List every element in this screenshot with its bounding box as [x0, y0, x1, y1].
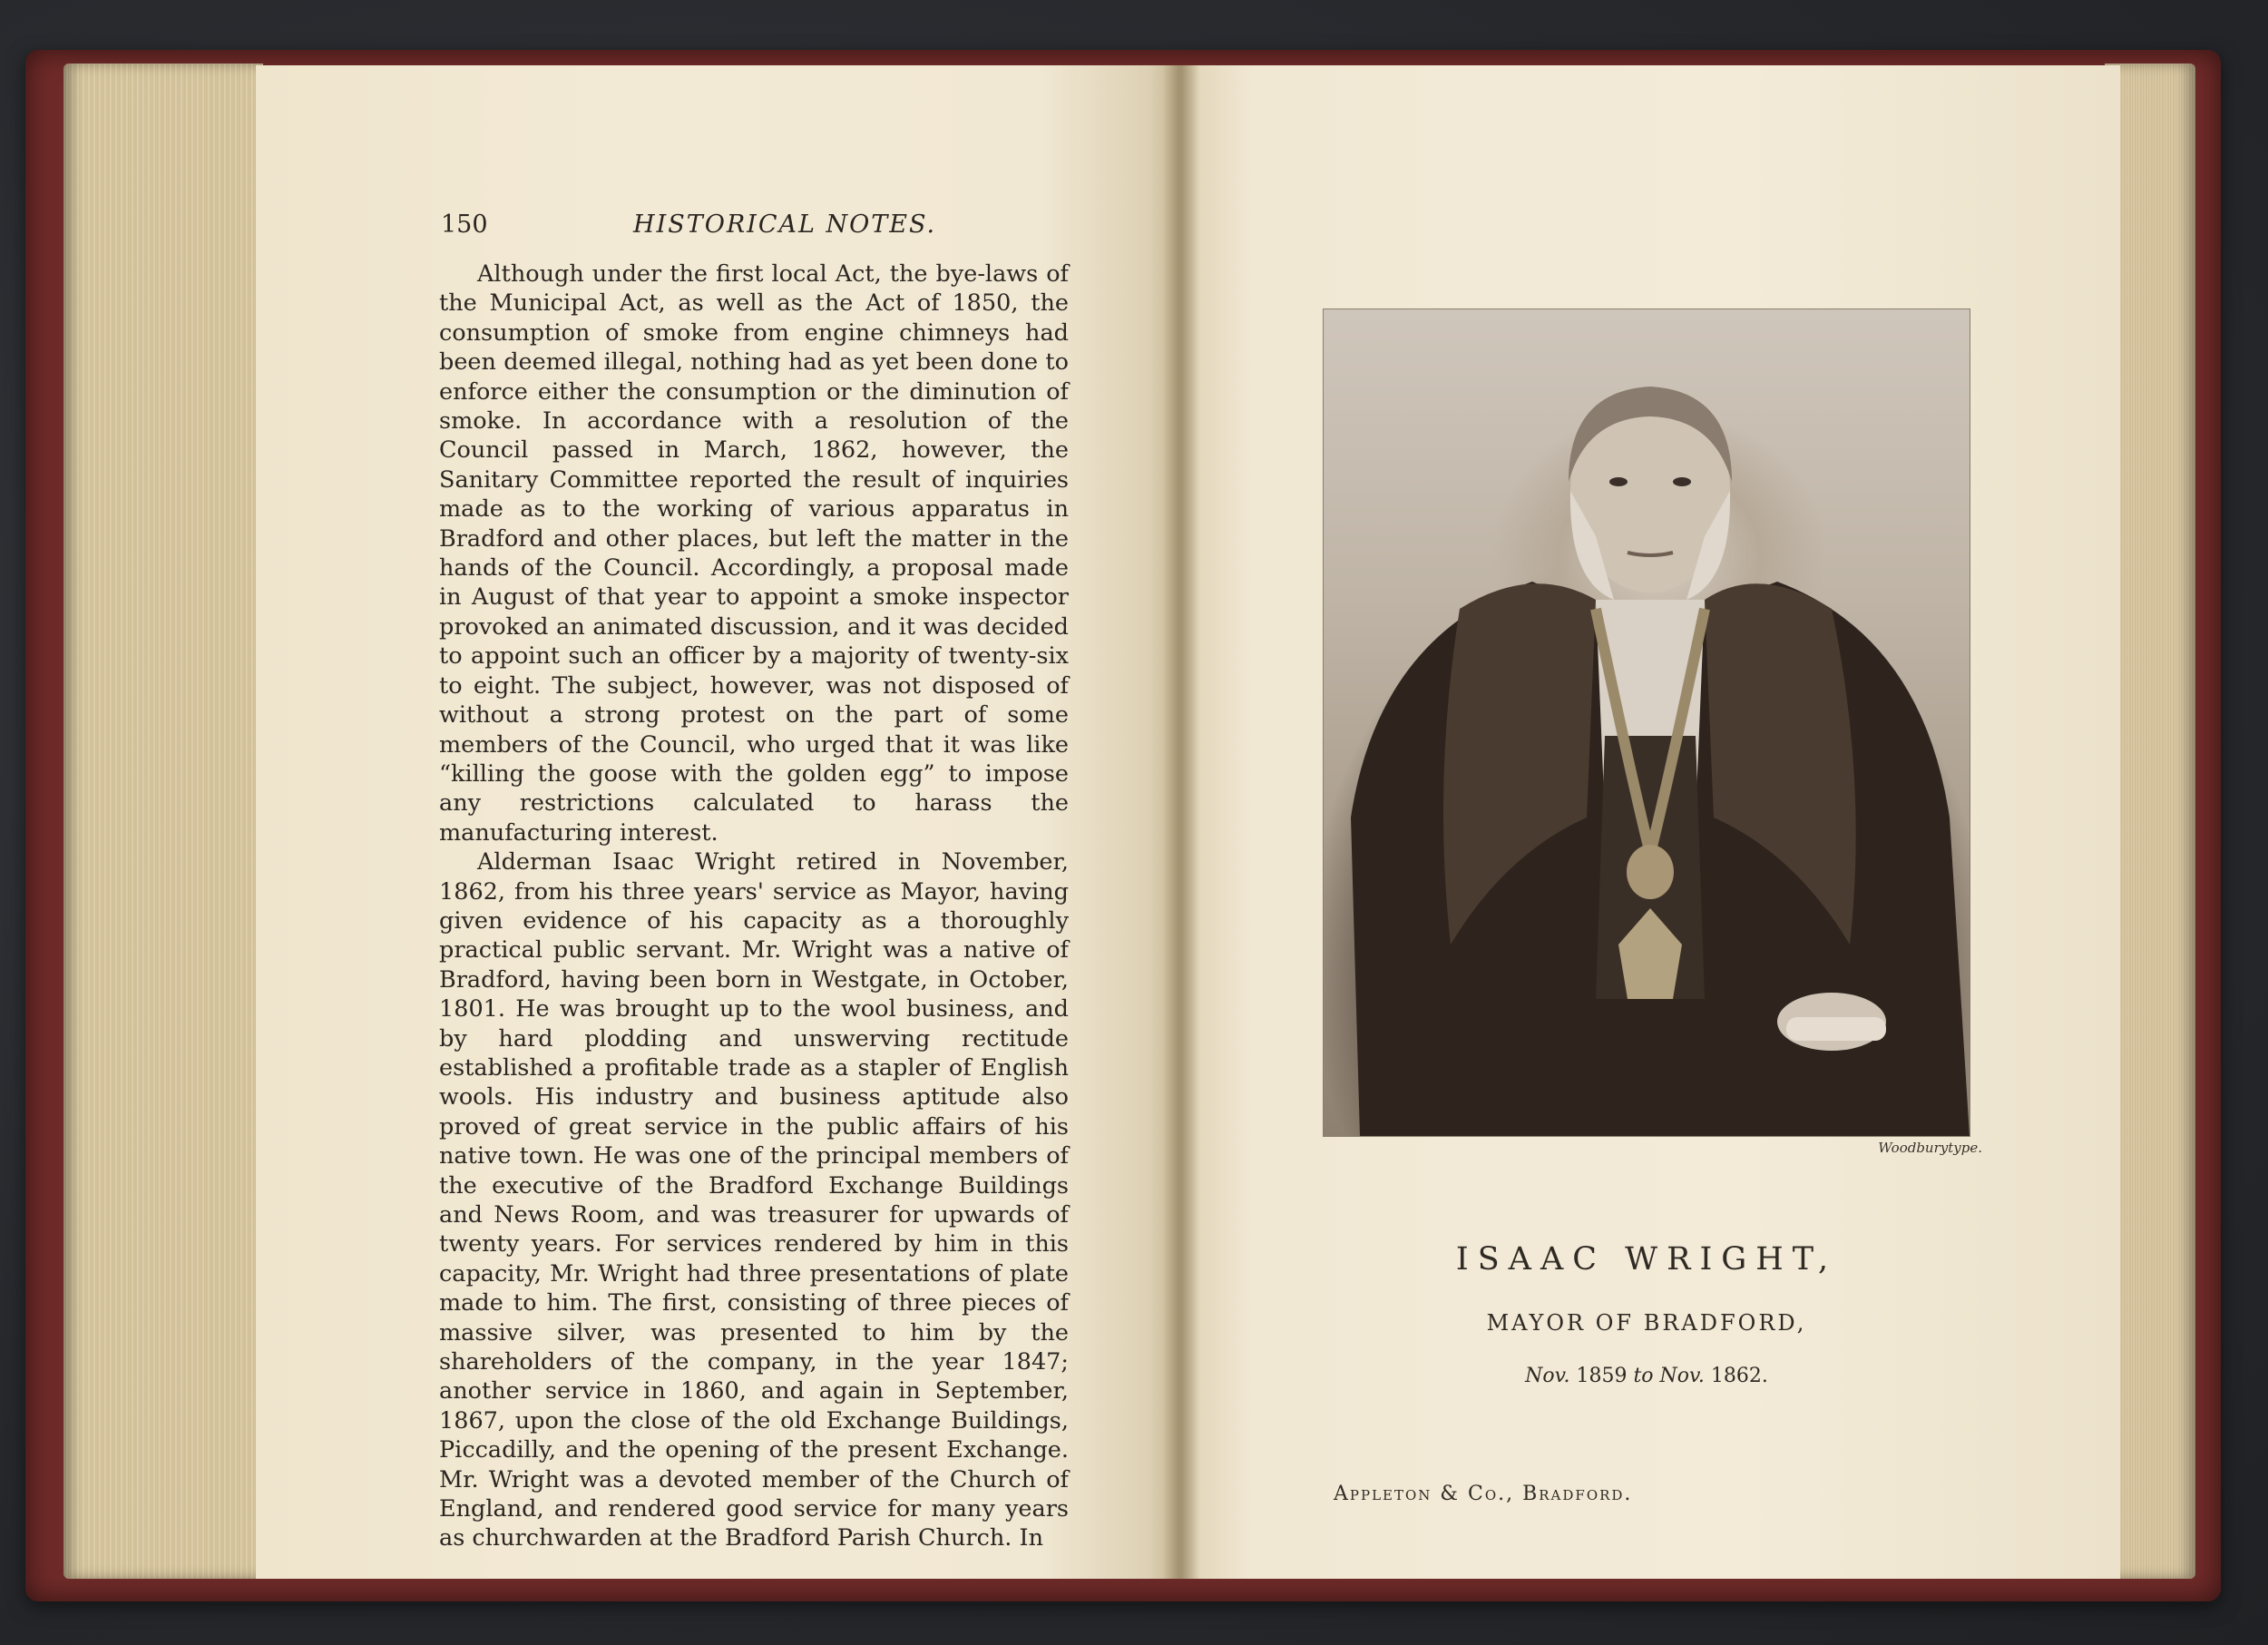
portrait-photograph [1324, 309, 1970, 1136]
term-start-month: Nov. [1525, 1365, 1570, 1387]
paragraph-isaac-wright: Alderman Isaac Wright retired in November, 1862, from his three years' service as Mayor, having given evidence of his capacity as a thoroughly practical public servant. Mr. Wright was a native of Bradford, having been born in Westgate, in October, 1801. He was brought up to the wool business, and by hard plodding and unswerving rectitude established a profitable trade as a stapler of English wools. His industry and business aptitude also proved of great service in the public affairs of his native town. He was one of the principal members of the executive of the Bradford Exchange Buildings and News Room, and was treasurer for upwards of twenty years. For services rendered by him in this capacity, Mr. Wright had three presentations of plate made to him. The first, consisting of three pieces of massive silver, was presented to him by the shareholders of the company, in the year 1847; another service in 1860, and again in September, 1867, upon the close of the old Exchange Buildings, Piccadilly, and the opening of the present Exchange. Mr. Wright was a devoted member of the Church of England, and rendered good service for many years as churchwarden at the Bradford Parish Church. In [439, 848, 1069, 1552]
photo-credit: Woodburytype. [1878, 1140, 1982, 1156]
term-end-year: 1862. [1710, 1365, 1768, 1387]
term-to: to [1633, 1365, 1654, 1387]
term-dates [1361, 1365, 1932, 1387]
term-start-year: 1859 [1576, 1365, 1628, 1387]
sitter-name: ISAAC WRIGHT, [1455, 1241, 1838, 1278]
term-end-month: Nov. [1659, 1365, 1705, 1387]
book-gutter [1163, 65, 1199, 1579]
publisher-imprint: Appleton & Co., Bradford. [1334, 1483, 1633, 1505]
page-edges-left [64, 64, 263, 1579]
paragraph-smoke: Although under the first local Act, the bye-laws of the Municipal Act, as well as the Act of 1850, the consumption of smoke from engine chimneys had been deemed illegal, nothing had as yet been done to enforce either the consumption or the diminution of smoke. In accordance with a resolution of the Council passed in March, 1862, however, the Sanitary Committee reported the result of inquiries made as to the working of various apparatus in Bradford and other places, but left the matter in the hands of the Council. Accordingly, a proposal made in August of that year to appoint a smoke inspector provoked an animated discussion, and it was decided to appoint such an officer by a majority of twenty-six to eight. The subject, however, was not disposed of without a strong protest on the part of some members of the Council, who urged that it was like “killing the goose with the golden egg” to impose any restrictions calculated to harass the manufacturing interest. [439, 260, 1069, 847]
body-text [439, 259, 1069, 1553]
portrait-figure [1324, 309, 1970, 1136]
sitter-role: MAYOR OF BRADFORD, [1486, 1310, 1807, 1336]
page-number: 150 [441, 211, 488, 239]
running-head [441, 211, 1067, 247]
running-title: HISTORICAL NOTES. [633, 211, 937, 239]
